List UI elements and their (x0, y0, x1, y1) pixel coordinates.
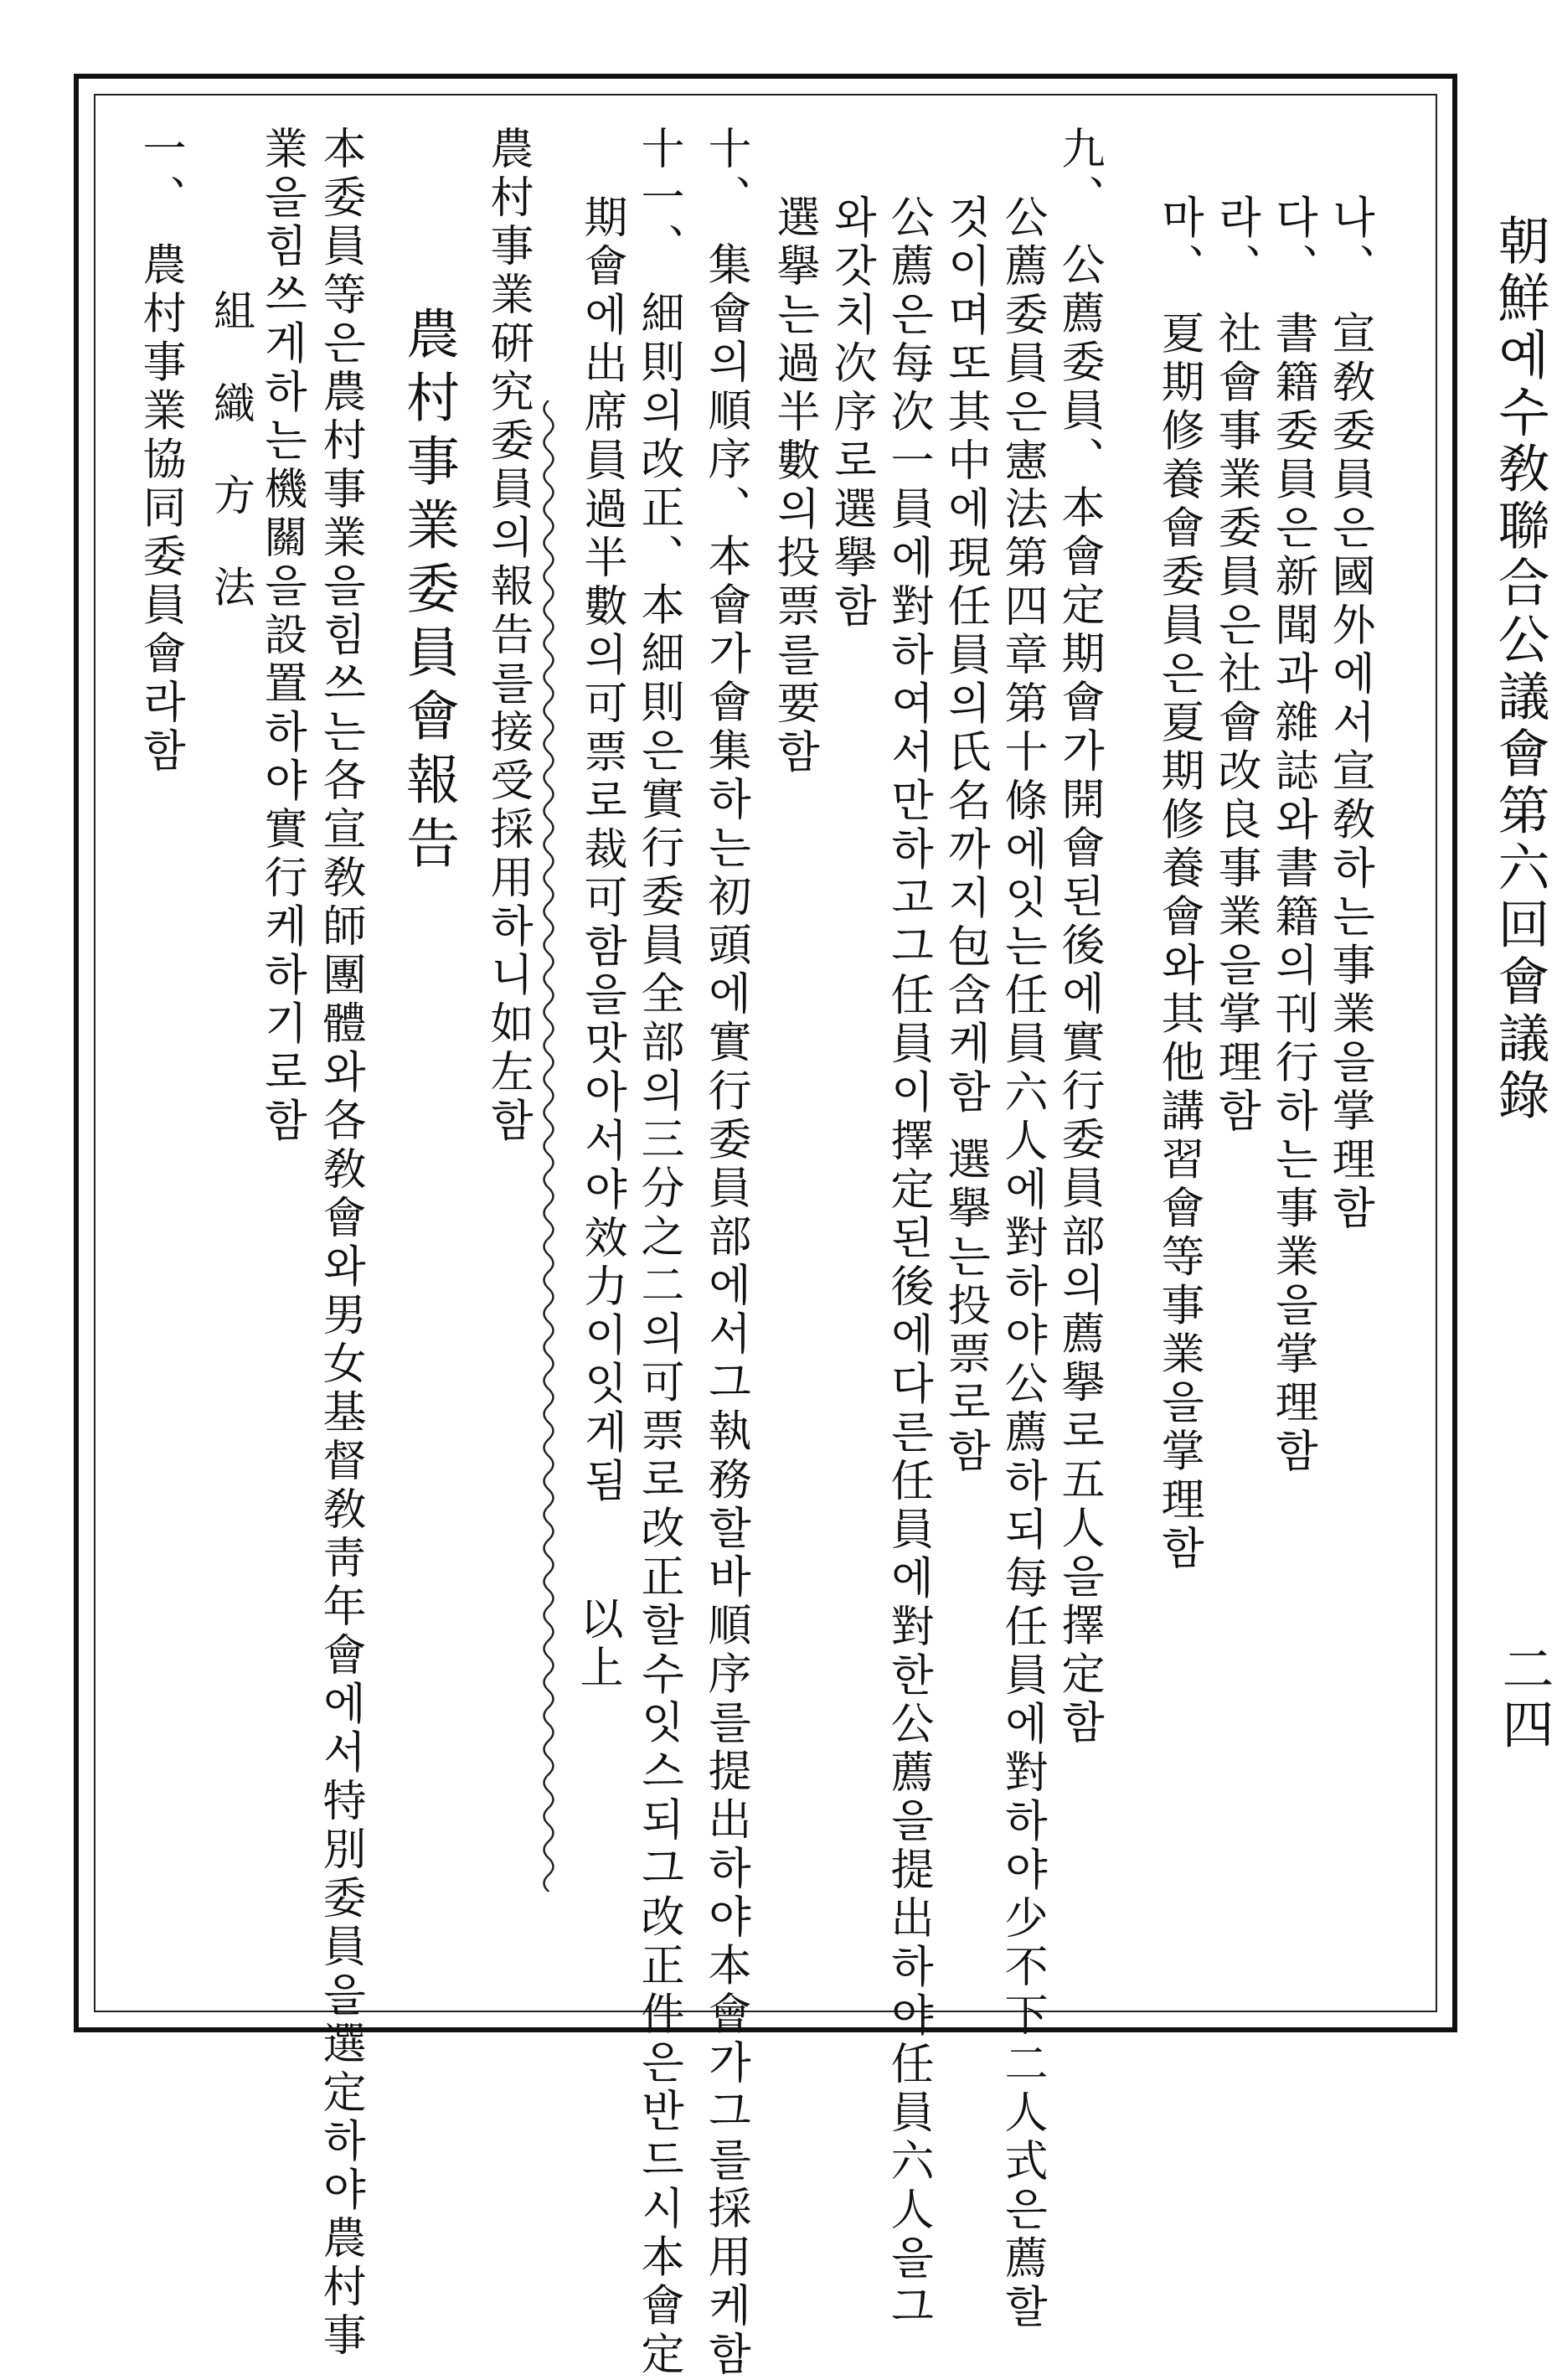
text-column: 選擧는過半數의投票를要함 (769, 194, 819, 777)
text-column: 業을힘쓰게하는機關을設置하야實行케하기로함 (256, 126, 307, 1146)
text-column: 나、 宣敎委員은國外에서宣敎하는事業을掌理함 (1324, 194, 1374, 1234)
text-column: 公薦委員은憲法第四章第十條에잇는任員六人에對하야公薦하되每任員에對하야少不下二人式은薦할 (997, 194, 1047, 2332)
text-column: 十、 集會의順序、本會가會集하는初頭에實行委員部에서그執務할바順序를提出하야本會가그를採用케함 (700, 126, 750, 2380)
text-column: 와갓치次序로選擧함 (826, 194, 876, 632)
subheading: 組 織 方 法 (207, 289, 255, 626)
page-number: 二四 (1493, 1642, 1554, 1753)
section-title: 農村事業委員會報告 (397, 306, 459, 879)
section-intro: 農村事業硏究委員의報告를接受採用하니如左함 (482, 126, 533, 1146)
text-column: 公薦은每次一員에對하여서만하고그任員이擇定된後에다른任員에對한公薦을提出하야任員六人을그 (883, 194, 933, 2332)
running-title: 朝鮮예수敎聯合公議會第六回會議錄 (1489, 214, 1550, 1125)
list-item: 一、 農村事業協同委員會라함 (135, 126, 185, 777)
text-column: 라、 社會事業委員은社會改良事業을掌理함 (1210, 194, 1261, 1137)
text-column: 九、 公薦委員、本會定期會가開會된後에實行委員部의薦擧로五人을擇定함 (1054, 126, 1104, 1748)
text-column: 것이며또其中에現任員의氏名까지包含케함 選擧는投票로함 (940, 194, 990, 1477)
ending-mark: 以上 (572, 1596, 622, 1693)
text-column: 期會에出席員過半數의可票로裁可함을맛아서야效力이잇게됨 (576, 194, 626, 1506)
text-column: 다、 書籍委員은新聞과雜誌와書籍의刊行하는事業을掌理함 (1267, 194, 1317, 1477)
text-column: 十一、 細則의改正、本細則은實行委員全部의三分之二의可票로改正할수잇스되그改正件은반드시本會定 (633, 126, 683, 2380)
text-column: 마、 夏期修養會委員은夏期修養會와其他講習會等事業을掌理함 (1153, 194, 1204, 1574)
wavy-divider (536, 400, 561, 1892)
text-column: 本委員等은農村事業을힘쓰는各宣敎師團體와各敎會와男女基督敎靑年會에서特別委員을選定하야農村事 (315, 126, 365, 2361)
